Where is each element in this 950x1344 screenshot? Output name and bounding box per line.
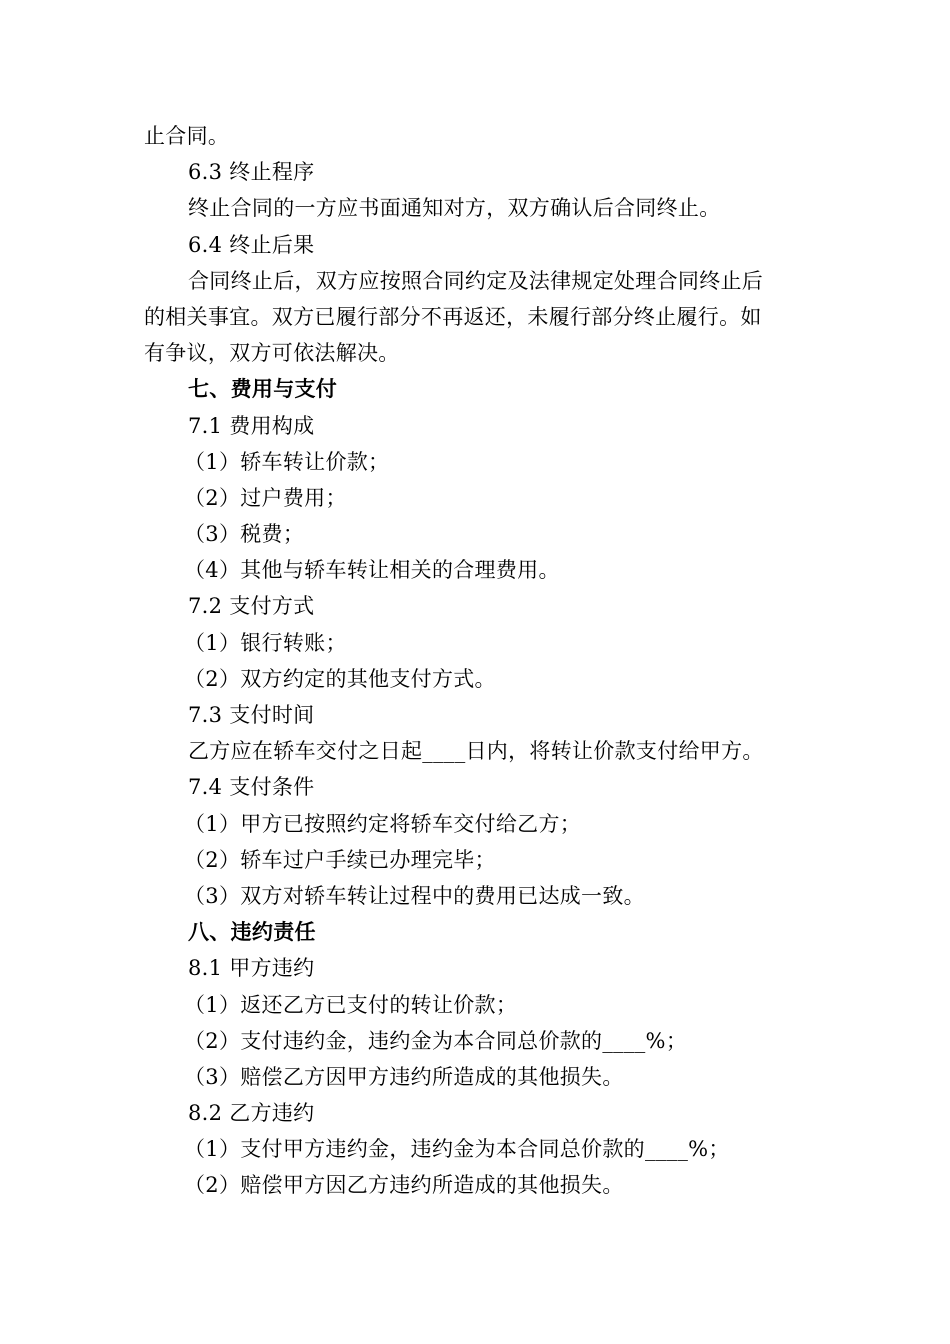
subsection-title: 7.2 支付方式 xyxy=(188,594,315,619)
text-line: 乙方应在轿车交付之日起____日内，将转让价款支付给甲方。 xyxy=(188,739,764,764)
subsection-title: 6.3 终止程序 xyxy=(188,160,315,185)
list-item: （2）过户费用； xyxy=(184,485,347,510)
subsection-title: 7.4 支付条件 xyxy=(188,775,315,800)
list-item: （3）税费； xyxy=(184,522,305,547)
section-heading: 七、费用与支付 xyxy=(188,376,338,402)
list-item: （2）轿车过户手续已办理完毕； xyxy=(184,847,496,872)
subsection-title: 7.1 费用构成 xyxy=(188,413,315,438)
section-heading: 八、违约责任 xyxy=(188,919,316,945)
text-line: 止合同。 xyxy=(144,124,230,148)
list-item: （4）其他与轿车转让相关的合理费用。 xyxy=(184,558,560,583)
list-item: （1）轿车转让价款； xyxy=(184,449,390,474)
subsection-title: 7.3 支付时间 xyxy=(188,703,315,727)
text-line: 有争议，双方可依法解决。 xyxy=(144,341,400,366)
list-item: （2）双方约定的其他支付方式。 xyxy=(184,666,496,691)
list-item: （3）赔偿乙方因甲方违约所造成的其他损失。 xyxy=(184,1064,624,1089)
subsection-title: 6.4 终止后果 xyxy=(188,232,315,257)
list-item: （3）双方对轿车转让过程中的费用已达成一致。 xyxy=(184,883,645,908)
list-item: （1）银行转账； xyxy=(184,630,347,655)
list-item: （1）支付甲方违约金，违约金为本合同总价款的____%； xyxy=(184,1137,730,1162)
document-page xyxy=(0,118,950,1204)
subsection-title: 8.1 甲方违约 xyxy=(188,956,315,981)
list-item: （1）甲方已按照约定将轿车交付给乙方； xyxy=(184,811,582,836)
list-item: （2）赔偿甲方因乙方违约所造成的其他损失。 xyxy=(184,1173,624,1198)
list-item: （1）返还乙方已支付的转让价款； xyxy=(184,992,518,1017)
text-line: 合同终止后，双方应按照合同约定及法律规定处理合同终止后 xyxy=(188,268,764,293)
text-line: 终止合同的一方应书面通知对方，双方确认后合同终止。 xyxy=(188,196,721,221)
subsection-title: 8.2 乙方违约 xyxy=(188,1101,315,1126)
list-item: （2）支付违约金，违约金为本合同总价款的____%； xyxy=(184,1028,688,1053)
text-line: 的相关事宜。双方已履行部分不再返还，未履行部分终止履行。如 xyxy=(144,304,762,329)
